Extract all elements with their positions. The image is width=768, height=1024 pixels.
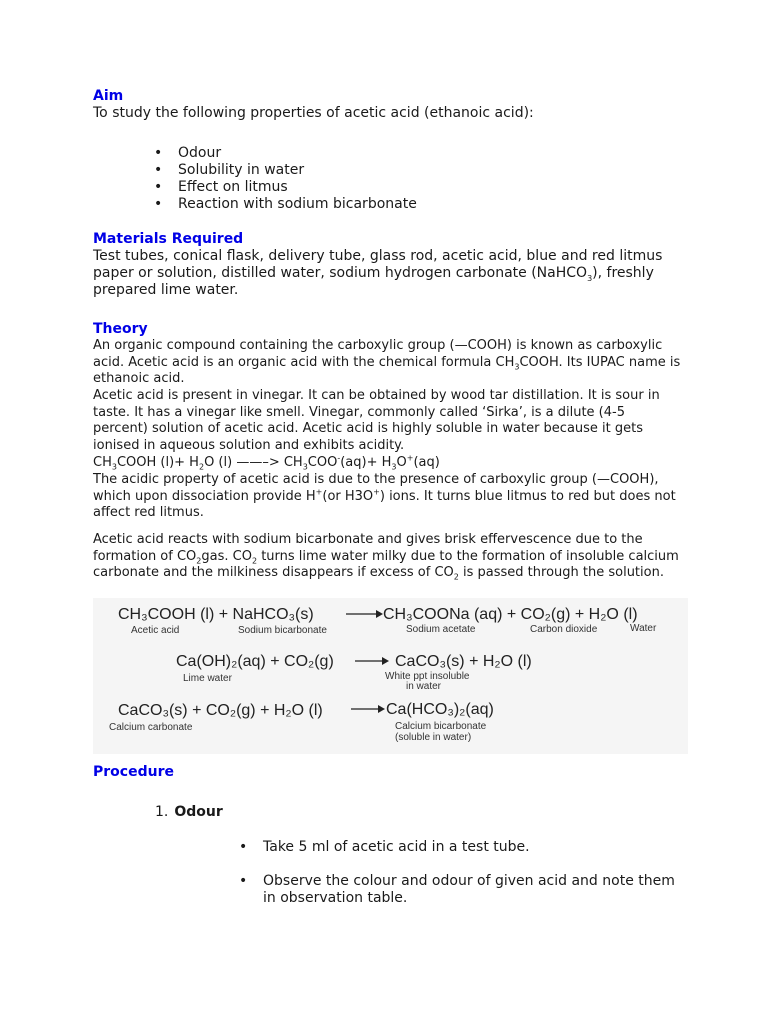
procedure-heading: Procedure	[93, 764, 174, 780]
reaction-equations-figure	[93, 598, 688, 754]
r3-lhs: CaCO₃(s) + CO₂(g) + H₂O (l)	[118, 702, 323, 719]
list-item: • Reaction with sodium bicarbonate	[178, 196, 417, 213]
list-item: • Odour	[178, 145, 417, 162]
odour-steps-list-2	[263, 873, 683, 907]
list-item: • Observe the colour and odour of given acid and note them in observation table.	[263, 873, 683, 907]
r2-label-limewater: Lime water	[183, 673, 232, 684]
properties-list	[178, 145, 417, 213]
r2-label-inwater: in water	[406, 681, 442, 692]
materials-text: Test tubes, conical flask, delivery tube, glass rod, acetic acid, blue and red litmus paper or solution, distilled water, sodium hydrogen carbonate (NaHCO$_3$), freshly prepared lime water.	[93, 248, 663, 298]
r3-label-caco3: Calcium carbonate	[109, 722, 193, 733]
theory-paragraph-4: Acetic acid reacts with sodium bicarbonate and gives brisk effervescence due to the formation of $CO_2gas$. $CO_2$ turns lime water milky due to the formation of insoluble calcium carbonate and the milkiness disappears if excess of $CO_2$ is passed through the solution.	[93, 532, 679, 582]
r1-label-acetic: Acetic acid	[131, 625, 180, 636]
r3-label-bicarb: Calcium bicarbonate	[395, 721, 487, 732]
aim-intro: To study the following properties of acetic acid (ethanoic acid):	[93, 105, 534, 121]
r1-lhs: CH₃COOH (l) + NaHCO₃(s)	[118, 606, 314, 623]
theory-paragraph-2: Acetic acid is present in vinegar. It can be obtained by wood tar distillation. It is sour in taste. It has a vinegar like smell. Vinegar, commonly called ‘Sirka’, is a dilute (4-5 percent) solution of acetic acid. Acetic acid is highly soluble in water because it gets ionised in aqueous solution and exhibits acidity.	[93, 388, 660, 454]
r1-label-bicarb: Sodium bicarbonate	[238, 625, 327, 636]
aim-heading: Aim	[93, 88, 124, 104]
r3-rhs: Ca(HCO₃)₂(aq)	[386, 701, 494, 718]
r1-label-acetate: Sodium acetate	[406, 624, 476, 635]
procedure-step-1: 1. Odour	[155, 804, 223, 820]
odour-steps-list	[263, 839, 683, 856]
list-item: • Take 5 ml of acetic acid in a test tube.	[263, 839, 683, 856]
list-item: • Solubility in water	[178, 162, 417, 179]
ionisation-equation: $CH_3COOH$ $(l)+ H_2O$ (l) ——–> $CH_3COO^-(aq)+ H_3O^+(aq)$	[93, 453, 440, 472]
theory-paragraph-3: The acidic property of acetic acid is due to the presence of carboxylic group (—COOH), which upon dissociation provide H+(or H3O+) ions. It turns blue litmus to red but does not affect red litmus.	[93, 472, 676, 521]
r2-lhs: Ca(OH)₂(aq) + CO₂(g)	[176, 653, 334, 670]
materials-heading: Materials Required	[93, 231, 244, 247]
r2-label-ppt: White ppt insoluble	[385, 671, 470, 682]
theory-heading: Theory	[93, 321, 148, 337]
list-item: • Effect on litmus	[178, 179, 417, 196]
theory-paragraph-1: An organic compound containing the carboxylic group (—COOH) is known as carboxylic acid. Acetic acid is an organic acid with the chemical formula $CH_3COOH$. Its IUPAC name is ethanoic acid.	[93, 338, 681, 387]
r1-rhs: CH₃COONa (aq) + CO₂(g) + H₂O (l)	[383, 606, 638, 623]
r3-label-soluble: (soluble in water)	[395, 732, 472, 743]
r1-label-water: Water	[630, 623, 657, 634]
r2-rhs: CaCO₃(s) + H₂O (l)	[395, 653, 532, 670]
r1-label-co2: Carbon dioxide	[530, 624, 598, 635]
